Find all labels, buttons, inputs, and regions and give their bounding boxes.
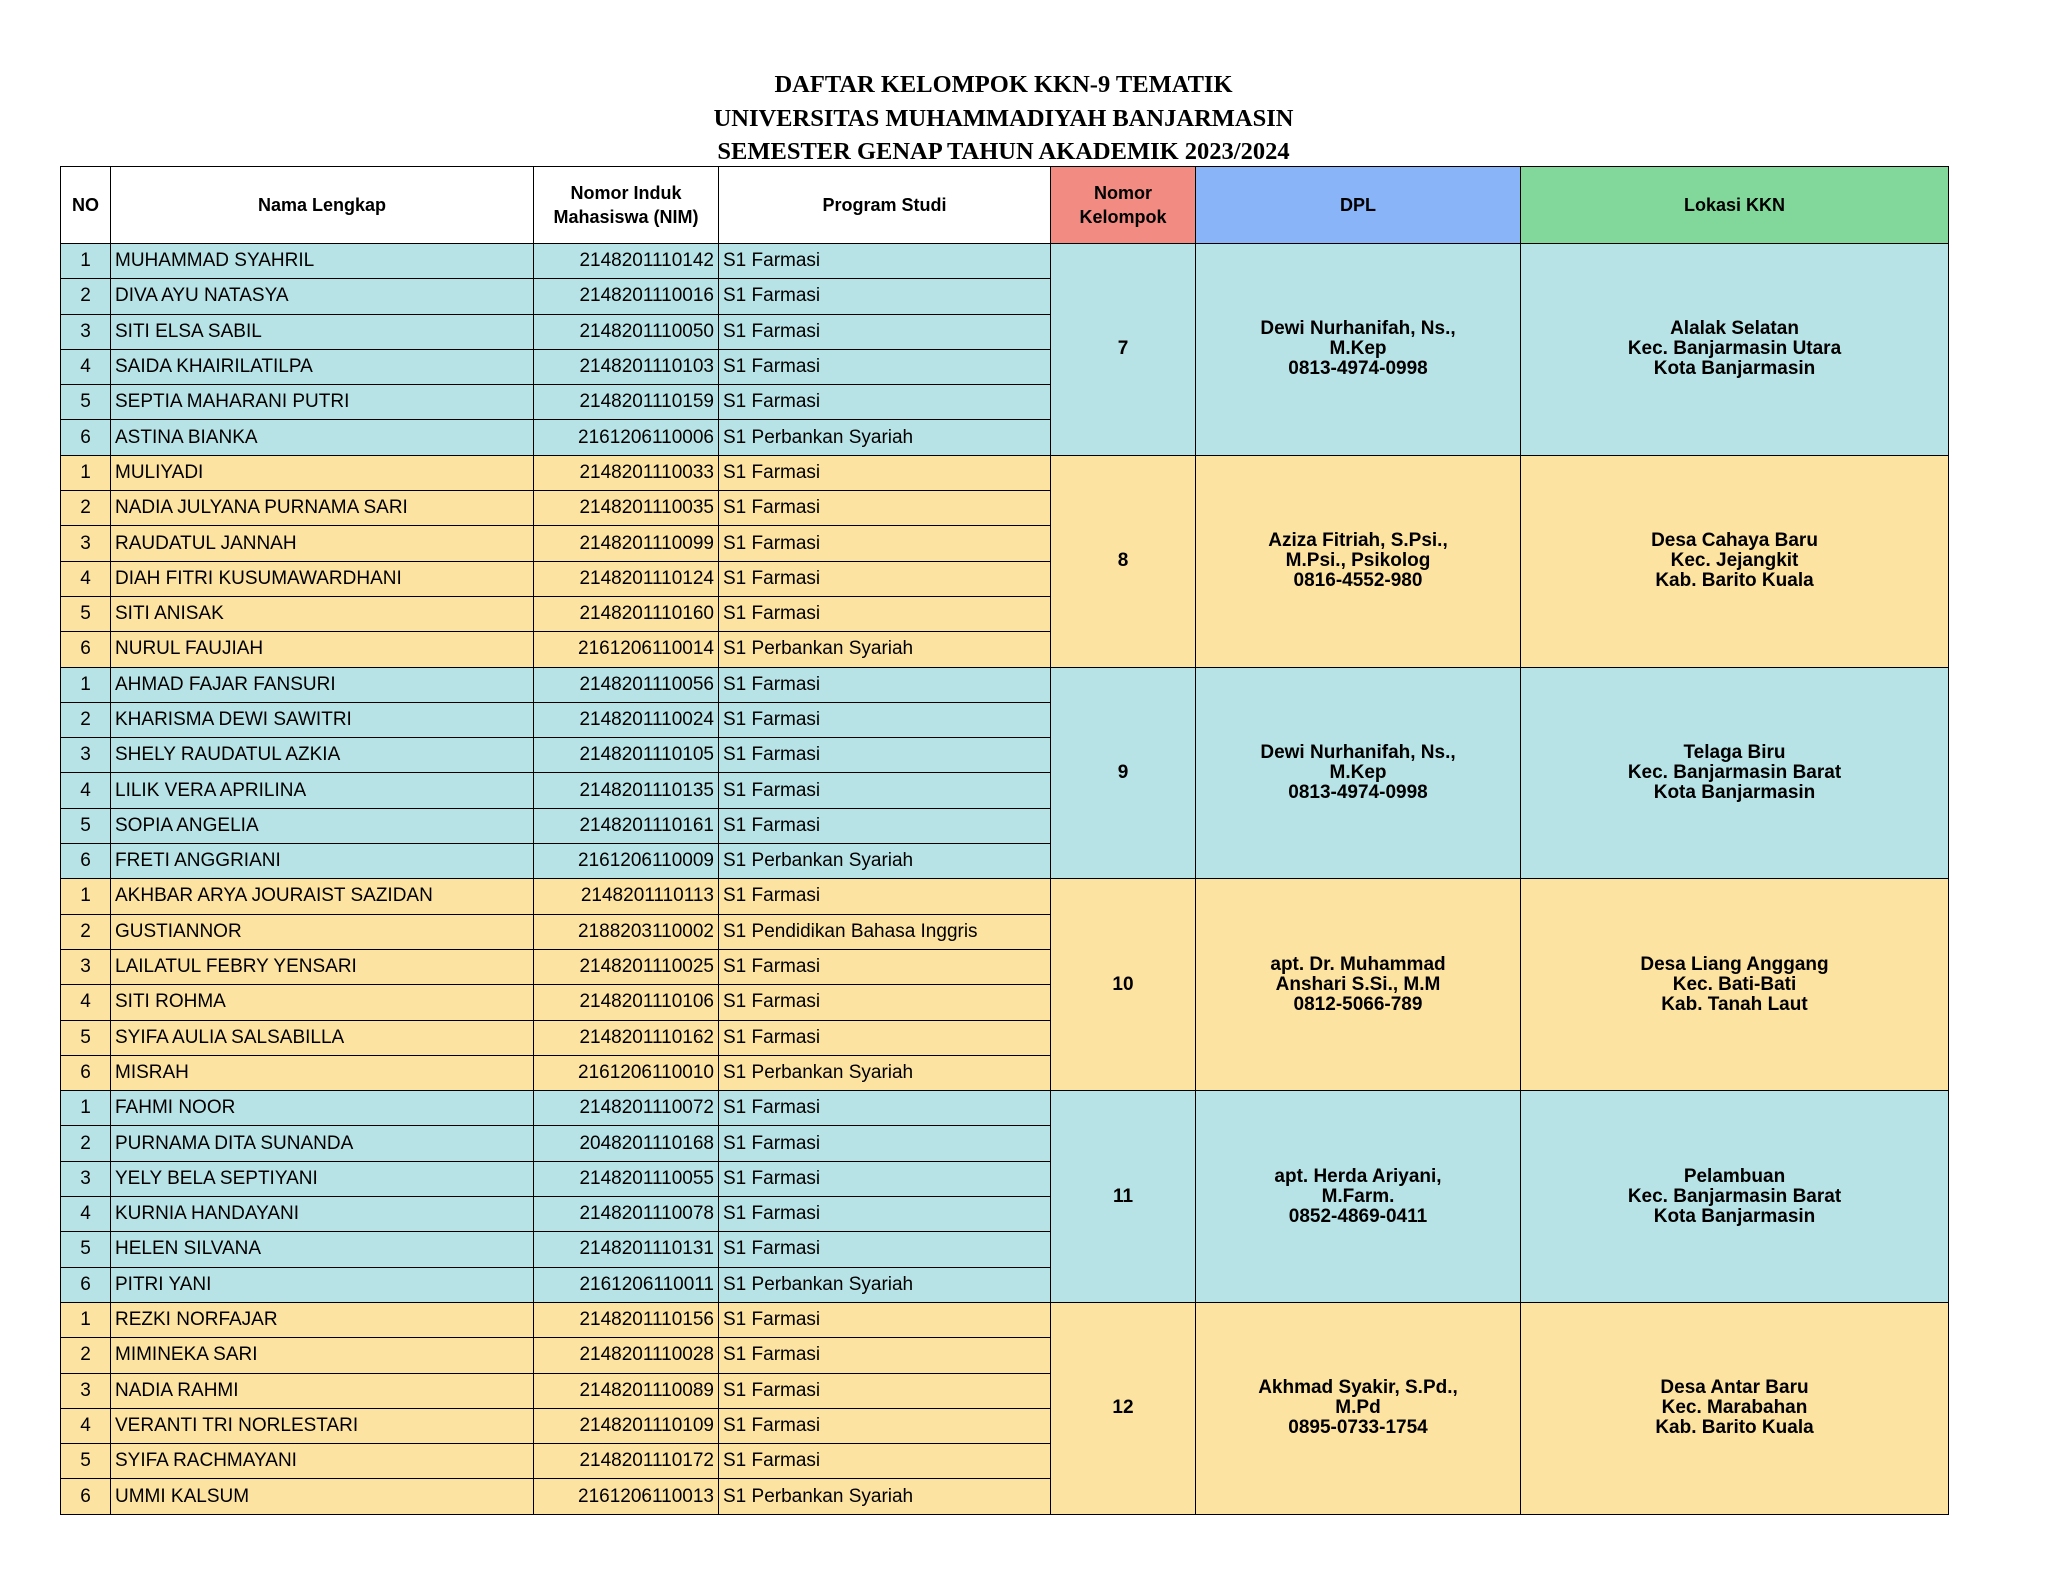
student-nim: 2161206110013 <box>534 1479 719 1514</box>
student-name: REZKI NORFAJAR <box>111 1302 534 1337</box>
header-lokasi: Lokasi KKN <box>1521 167 1949 244</box>
student-name: RAUDATUL JANNAH <box>111 526 534 561</box>
student-nim: 2148201110078 <box>534 1197 719 1232</box>
row-number: 4 <box>61 561 111 596</box>
table-body <box>61 244 1949 1515</box>
student-name: SHELY RAUDATUL AZKIA <box>111 738 534 773</box>
row-number: 3 <box>61 949 111 984</box>
row-number: 1 <box>61 1302 111 1337</box>
supervisor-line: 0852-4869-0411 <box>1288 1205 1428 1227</box>
title-line-1: DAFTAR KELOMPOK KKN-9 TEMATIK <box>774 71 1233 98</box>
location-line: Kota Banjarmasin <box>1653 1205 1816 1227</box>
location-line: Kec. Marabahan <box>1661 1397 1808 1419</box>
location-cell <box>1521 455 1949 667</box>
study-program: S1 Farmasi <box>719 349 1051 384</box>
student-nim: 2148201110050 <box>534 314 719 349</box>
row-number: 4 <box>61 773 111 808</box>
location-line: Kab. Tanah Laut <box>1661 993 1808 1015</box>
study-program: S1 Pendidikan Bahasa Inggris <box>719 914 1051 949</box>
supervisor-line: 0812-5066-789 <box>1293 993 1423 1015</box>
student-nim: 2161206110006 <box>534 420 719 455</box>
student-nim: 2148201110109 <box>534 1408 719 1443</box>
student-name: GUSTIANNOR <box>111 914 534 949</box>
study-program: S1 Perbankan Syariah <box>719 1267 1051 1302</box>
study-program: S1 Farmasi <box>719 1232 1051 1267</box>
student-nim: 2188203110002 <box>534 914 719 949</box>
study-program: S1 Farmasi <box>719 1197 1051 1232</box>
student-name: KHARISMA DEWI SAWITRI <box>111 702 534 737</box>
group-number: 7 <box>1051 244 1196 456</box>
study-program: S1 Farmasi <box>719 385 1051 420</box>
student-nim: 2148201110099 <box>534 526 719 561</box>
study-program: S1 Farmasi <box>719 1373 1051 1408</box>
student-name: VERANTI TRI NORLESTARI <box>111 1408 534 1443</box>
location-line: Kec. Banjarmasin Utara <box>1627 338 1842 360</box>
study-program: S1 Perbankan Syariah <box>719 1479 1051 1514</box>
student-nim: 2148201110156 <box>534 1302 719 1337</box>
student-name: FRETI ANGGRIANI <box>111 844 534 879</box>
row-number: 1 <box>61 667 111 702</box>
student-name: UMMI KALSUM <box>111 1479 534 1514</box>
study-program: S1 Farmasi <box>719 738 1051 773</box>
student-name: MUHAMMAD SYAHRIL <box>111 244 534 279</box>
location-line: Telaga Biru <box>1683 741 1786 763</box>
student-nim: 2148201110106 <box>534 985 719 1020</box>
supervisor-line: 0895-0733-1754 <box>1288 1417 1428 1439</box>
header-name: Nama Lengkap <box>111 167 534 244</box>
row-number: 4 <box>61 349 111 384</box>
supervisor-cell <box>1196 455 1521 667</box>
student-name: AHMAD FAJAR FANSURI <box>111 667 534 702</box>
student-name: NADIA RAHMI <box>111 1373 534 1408</box>
table-row <box>61 667 1949 702</box>
study-program: S1 Farmasi <box>719 985 1051 1020</box>
study-program: S1 Farmasi <box>719 1408 1051 1443</box>
student-nim: 2148201110159 <box>534 385 719 420</box>
student-name: ASTINA BIANKA <box>111 420 534 455</box>
student-name: DIAH FITRI KUSUMAWARDHANI <box>111 561 534 596</box>
row-number: 6 <box>61 1479 111 1514</box>
student-nim: 2161206110011 <box>534 1267 719 1302</box>
study-program: S1 Farmasi <box>719 1444 1051 1479</box>
header-dpl: DPL <box>1196 167 1521 244</box>
row-number: 6 <box>61 844 111 879</box>
student-name: HELEN SILVANA <box>111 1232 534 1267</box>
group-number: 12 <box>1051 1302 1196 1514</box>
study-program: S1 Farmasi <box>719 491 1051 526</box>
header-nim-label: Nomor Induk Mahasiswa (NIM) <box>553 183 699 227</box>
student-name: SITI ROHMA <box>111 985 534 1020</box>
supervisor-line: Aziza Fitriah, S.Psi., <box>1268 530 1448 552</box>
header-no: NO <box>61 167 111 244</box>
student-nim: 2148201110135 <box>534 773 719 808</box>
group-table <box>60 166 1949 1515</box>
student-nim: 2148201110162 <box>534 1020 719 1055</box>
student-nim: 2148201110025 <box>534 949 719 984</box>
student-name: MISRAH <box>111 1055 534 1090</box>
row-number: 5 <box>61 596 111 631</box>
location-line: Kec. Bati-Bati <box>1672 973 1797 995</box>
row-number: 2 <box>61 1126 111 1161</box>
table-row <box>61 455 1949 490</box>
student-nim: 2148201110105 <box>534 738 719 773</box>
student-name: SAIDA KHAIRILATILPA <box>111 349 534 384</box>
student-nim: 2148201110124 <box>534 561 719 596</box>
header-kelompok-label: Nomor Kelompok <box>1079 183 1167 227</box>
student-name: PURNAMA DITA SUNANDA <box>111 1126 534 1161</box>
title-line-2: UNIVERSITAS MUHAMMADIYAH BANJARMASIN <box>713 104 1294 132</box>
supervisor-line: M.Kep <box>1329 338 1387 360</box>
student-nim: 2148201110016 <box>534 279 719 314</box>
row-number: 6 <box>61 1267 111 1302</box>
row-number: 4 <box>61 1408 111 1443</box>
location-line: Desa Antar Baru <box>1660 1377 1809 1399</box>
student-name: LAILATUL FEBRY YENSARI <box>111 949 534 984</box>
supervisor-cell <box>1196 879 1521 1091</box>
student-name: DIVA AYU NATASYA <box>111 279 534 314</box>
study-program: S1 Perbankan Syariah <box>719 1055 1051 1090</box>
location-line: Kota Banjarmasin <box>1653 358 1816 380</box>
group-number: 11 <box>1051 1091 1196 1303</box>
student-name: SYIFA RACHMAYANI <box>111 1444 534 1479</box>
table-row <box>61 244 1949 279</box>
row-number: 1 <box>61 244 111 279</box>
supervisor-cell <box>1196 1091 1521 1303</box>
table-row <box>61 879 1949 914</box>
student-nim: 2148201110172 <box>534 1444 719 1479</box>
student-nim: 2161206110009 <box>534 844 719 879</box>
student-nim: 2148201110055 <box>534 1161 719 1196</box>
supervisor-line: Akhmad Syakir, S.Pd., <box>1258 1377 1458 1399</box>
student-name: MIMINEKA SARI <box>111 1338 534 1373</box>
supervisor-cell <box>1196 667 1521 879</box>
location-line: Kec. Banjarmasin Barat <box>1627 1185 1842 1207</box>
study-program: S1 Perbankan Syariah <box>719 844 1051 879</box>
row-number: 6 <box>61 1055 111 1090</box>
location-line: Kab. Barito Kuala <box>1655 570 1814 592</box>
study-program: S1 Perbankan Syariah <box>719 420 1051 455</box>
study-program: S1 Farmasi <box>719 667 1051 702</box>
student-nim: 2161206110010 <box>534 1055 719 1090</box>
header-prodi: Program Studi <box>719 167 1051 244</box>
group-number: 8 <box>1051 455 1196 667</box>
study-program: S1 Farmasi <box>719 1161 1051 1196</box>
row-number: 3 <box>61 314 111 349</box>
location-cell <box>1521 1091 1949 1303</box>
supervisor-line: 0813-4974-0998 <box>1288 358 1428 380</box>
student-name: YELY BELA SEPTIYANI <box>111 1161 534 1196</box>
table-row <box>61 1091 1949 1126</box>
student-name: LILIK VERA APRILINA <box>111 773 534 808</box>
location-line: Kab. Barito Kuala <box>1655 1417 1814 1439</box>
student-name: SYIFA AULIA SALSABILLA <box>111 1020 534 1055</box>
row-number: 2 <box>61 279 111 314</box>
student-nim: 2148201110103 <box>534 349 719 384</box>
student-nim: 2148201110035 <box>534 491 719 526</box>
row-number: 3 <box>61 1373 111 1408</box>
student-name: SITI ELSA SABIL <box>111 314 534 349</box>
row-number: 5 <box>61 1444 111 1479</box>
row-number: 2 <box>61 702 111 737</box>
study-program: S1 Farmasi <box>719 1302 1051 1337</box>
location-line: Kec. Jejangkit <box>1670 550 1799 572</box>
student-nim: 2148201110024 <box>534 702 719 737</box>
student-nim: 2148201110131 <box>534 1232 719 1267</box>
row-number: 6 <box>61 420 111 455</box>
location-line: Desa Liang Anggang <box>1640 953 1829 975</box>
row-number: 3 <box>61 1161 111 1196</box>
study-program: S1 Farmasi <box>719 561 1051 596</box>
row-number: 2 <box>61 491 111 526</box>
supervisor-line: Dewi Nurhanifah, Ns., <box>1260 741 1456 763</box>
study-program: S1 Farmasi <box>719 279 1051 314</box>
student-name: KURNIA HANDAYANI <box>111 1197 534 1232</box>
student-name: MULIYADI <box>111 455 534 490</box>
location-cell <box>1521 1302 1949 1514</box>
location-cell <box>1521 667 1949 879</box>
student-nim: 2161206110014 <box>534 632 719 667</box>
student-name: NURUL FAUJIAH <box>111 632 534 667</box>
supervisor-cell <box>1196 244 1521 456</box>
supervisor-line: M.Farm. <box>1321 1185 1395 1207</box>
row-number: 4 <box>61 1197 111 1232</box>
row-number: 2 <box>61 1338 111 1373</box>
study-program: S1 Farmasi <box>719 526 1051 561</box>
study-program: S1 Farmasi <box>719 244 1051 279</box>
student-nim: 2148201110072 <box>534 1091 719 1126</box>
supervisor-line: M.Pd <box>1335 1397 1381 1419</box>
study-program: S1 Farmasi <box>719 702 1051 737</box>
student-nim: 2148201110160 <box>534 596 719 631</box>
supervisor-cell <box>1196 1302 1521 1514</box>
student-name: AKHBAR ARYA JOURAIST SAZIDAN <box>111 879 534 914</box>
row-number: 2 <box>61 914 111 949</box>
student-name: SEPTIA MAHARANI PUTRI <box>111 385 534 420</box>
student-nim: 2148201110089 <box>534 1373 719 1408</box>
supervisor-line: apt. Dr. Muhammad <box>1270 953 1446 975</box>
study-program: S1 Perbankan Syariah <box>719 632 1051 667</box>
table-header-row <box>61 167 1949 244</box>
row-number: 5 <box>61 1232 111 1267</box>
student-nim: 2148201110113 <box>534 879 719 914</box>
row-number: 4 <box>61 985 111 1020</box>
study-program: S1 Farmasi <box>719 1126 1051 1161</box>
location-cell <box>1521 879 1949 1091</box>
header-nim <box>534 167 719 244</box>
study-program: S1 Farmasi <box>719 949 1051 984</box>
study-program: S1 Farmasi <box>719 773 1051 808</box>
row-number: 5 <box>61 808 111 843</box>
student-name: NADIA JULYANA PURNAMA SARI <box>111 491 534 526</box>
location-line: Pelambuan <box>1683 1165 1786 1187</box>
student-nim: 2148201110028 <box>534 1338 719 1373</box>
student-nim: 2148201110161 <box>534 808 719 843</box>
study-program: S1 Farmasi <box>719 1020 1051 1055</box>
row-number: 1 <box>61 455 111 490</box>
row-number: 5 <box>61 1020 111 1055</box>
student-name: PITRI YANI <box>111 1267 534 1302</box>
student-nim: 2148201110056 <box>534 667 719 702</box>
row-number: 3 <box>61 526 111 561</box>
student-nim: 2148201110142 <box>534 244 719 279</box>
title-line-3: SEMESTER GENAP TAHUN AKADEMIK 2023/2024 <box>717 138 1290 165</box>
location-line: Alalak Selatan <box>1670 318 1799 340</box>
student-name: SOPIA ANGELIA <box>111 808 534 843</box>
supervisor-line: 0816-4552-980 <box>1293 570 1423 592</box>
row-number: 1 <box>61 879 111 914</box>
study-program: S1 Farmasi <box>719 1091 1051 1126</box>
study-program: S1 Farmasi <box>719 879 1051 914</box>
document-title <box>0 68 2007 169</box>
group-number: 9 <box>1051 667 1196 879</box>
student-nim: 2048201110168 <box>534 1126 719 1161</box>
study-program: S1 Farmasi <box>719 808 1051 843</box>
student-nim: 2148201110033 <box>534 455 719 490</box>
supervisor-line: M.Psi., Psikolog <box>1285 550 1431 572</box>
table-row <box>61 1302 1949 1337</box>
location-cell <box>1521 244 1949 456</box>
supervisor-line: apt. Herda Ariyani, <box>1274 1165 1442 1187</box>
row-number: 6 <box>61 632 111 667</box>
study-program: S1 Farmasi <box>719 1338 1051 1373</box>
location-line: Kota Banjarmasin <box>1653 781 1816 803</box>
header-kelompok <box>1051 167 1196 244</box>
row-number: 5 <box>61 385 111 420</box>
location-line: Desa Cahaya Baru <box>1651 530 1818 552</box>
study-program: S1 Farmasi <box>719 314 1051 349</box>
supervisor-line: Dewi Nurhanifah, Ns., <box>1260 318 1456 340</box>
student-name: FAHMI NOOR <box>111 1091 534 1126</box>
supervisor-line: 0813-4974-0998 <box>1288 781 1428 803</box>
supervisor-line: Anshari S.Si., M.M <box>1275 973 1441 995</box>
group-number: 10 <box>1051 879 1196 1091</box>
row-number: 1 <box>61 1091 111 1126</box>
study-program: S1 Farmasi <box>719 455 1051 490</box>
row-number: 3 <box>61 738 111 773</box>
study-program: S1 Farmasi <box>719 596 1051 631</box>
student-name: SITI ANISAK <box>111 596 534 631</box>
location-line: Kec. Banjarmasin Barat <box>1627 761 1842 783</box>
supervisor-line: M.Kep <box>1329 761 1387 783</box>
